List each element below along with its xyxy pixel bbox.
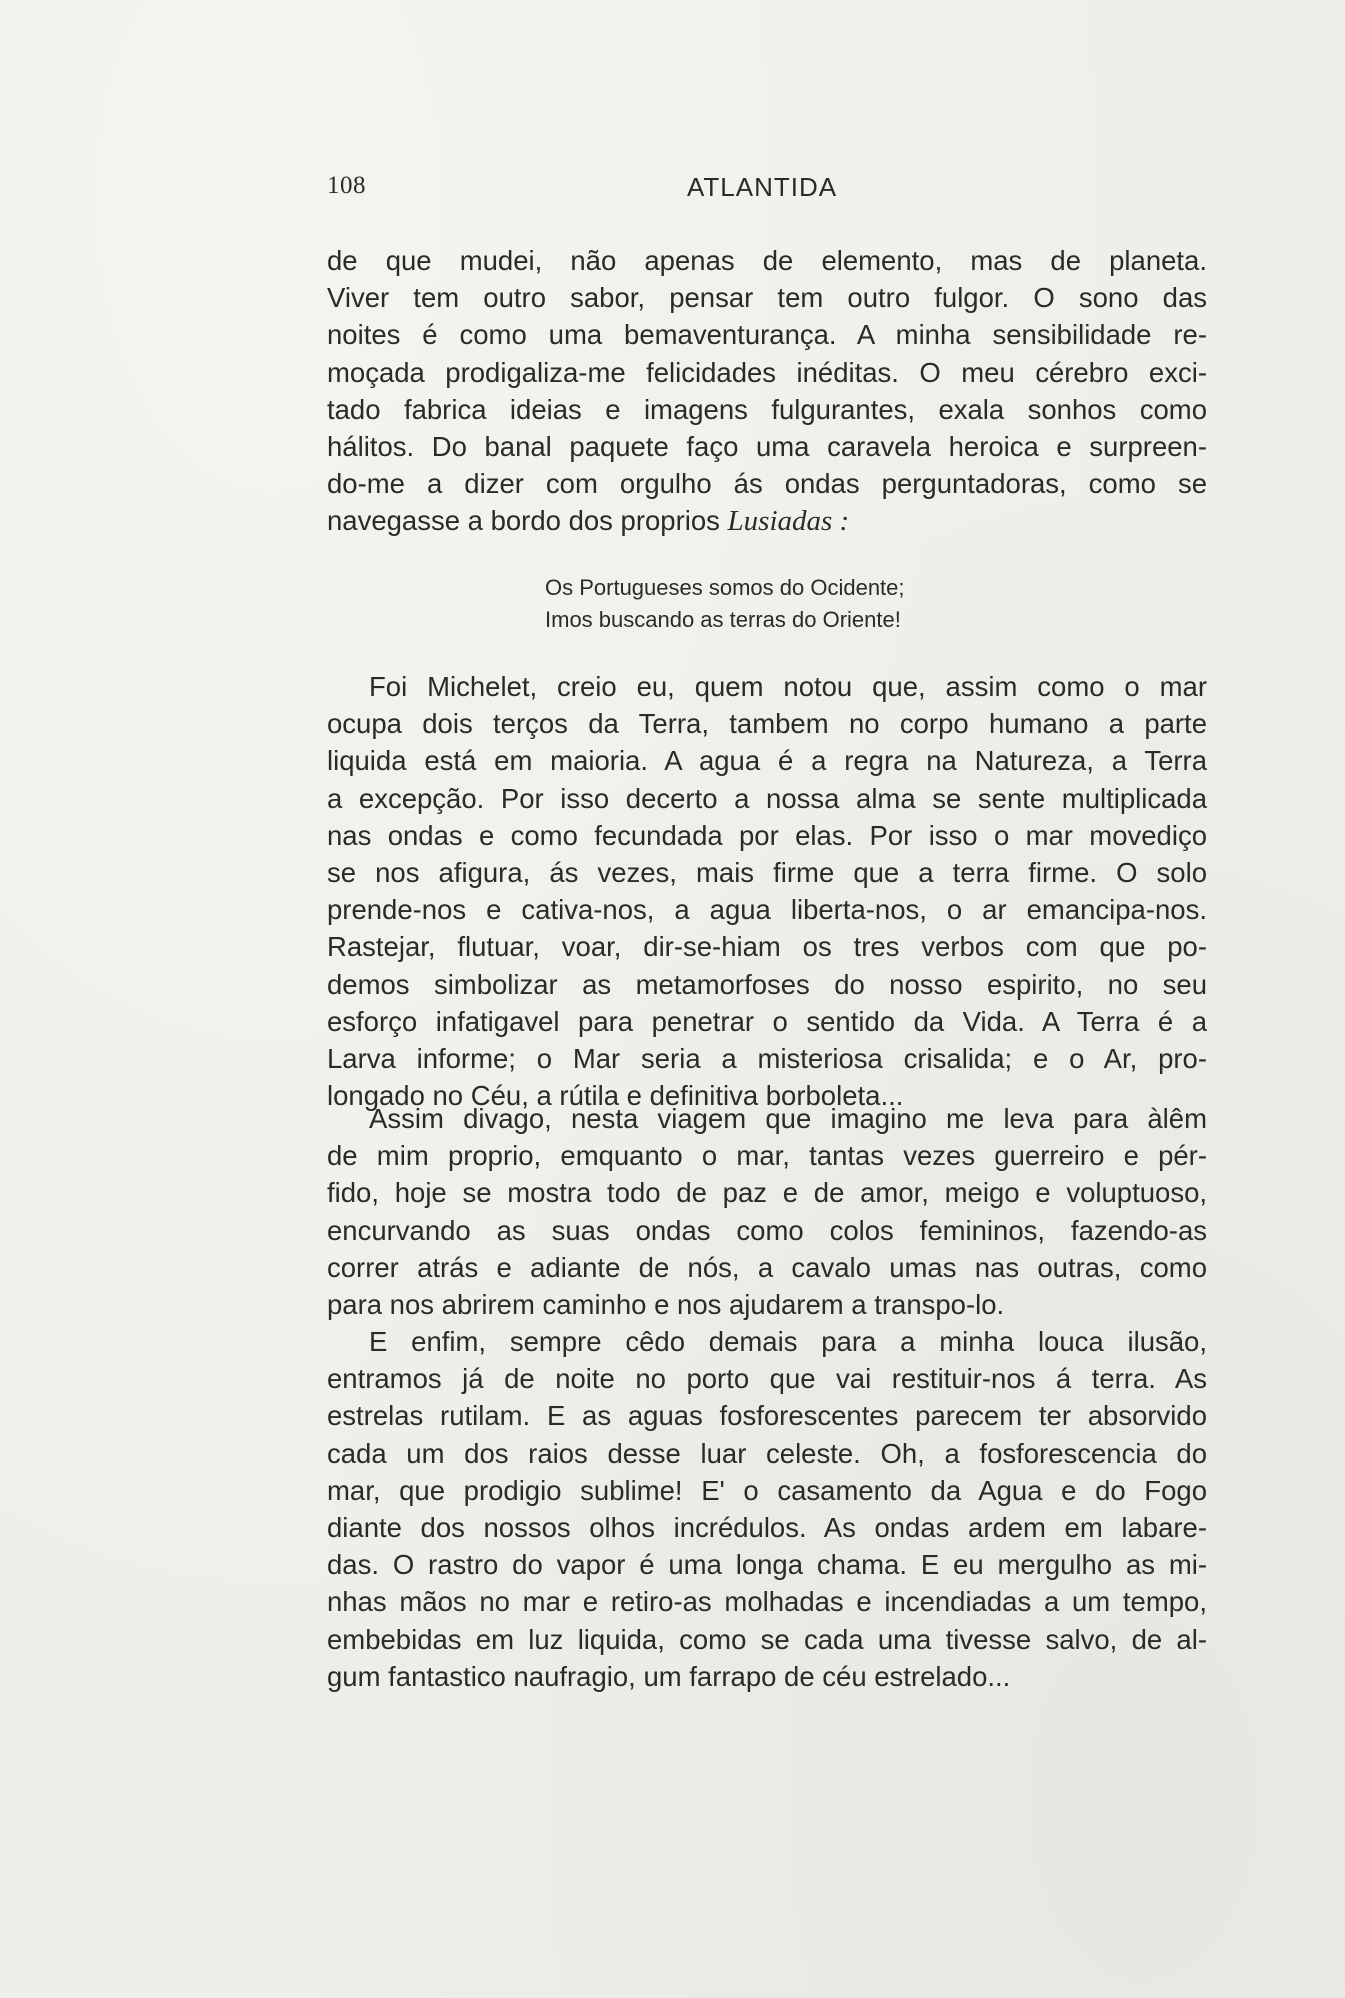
paragraph-3 <box>327 1100 1207 1323</box>
text-line: Foi Michelet, creio eu, quem notou que, assim como o mar <box>369 671 1207 702</box>
text-line: longado no Céu, a rútila e definitiva borboleta... <box>327 1080 904 1112</box>
text-line: Viver tem outro sabor, pensar tem outro fulgor. O sono das <box>327 282 1207 314</box>
text-line: estrelas rutilam. E as aguas fosforescentes parecem ter absorvido <box>327 1400 1207 1432</box>
verse-quote <box>545 572 905 636</box>
verse-line: Imos buscando as terras do Oriente! <box>545 607 901 632</box>
text-line: do-me a dizer com orgulho ás ondas perguntadoras, como se <box>327 468 1207 500</box>
verse-line: Os Portugueses somos do Ocidente; <box>545 575 905 600</box>
text-line: para nos abrirem caminho e nos ajudarem a transpo-lo. <box>327 1288 1005 1320</box>
lusiadas-title: Lusiadas : <box>727 505 850 538</box>
text-line: esforço infatigavel para penetrar o sentido da Vida. A Terra é a <box>327 1005 1207 1037</box>
text-line: Assim divago, nesta viagem que imagino me leva para àlêm <box>369 1103 1207 1134</box>
text-line <box>327 502 1207 539</box>
text-line: gum fantastico naufragio, um farrapo de céu estrelado... <box>327 1660 1011 1692</box>
text-line: de que mudei, não apenas de elemento, mas de planeta. <box>327 245 1207 276</box>
text-line: mar, que prodigio sublime! E' o casamento da Agua e do Fogo <box>327 1474 1207 1506</box>
text-line: fido, hoje se mostra todo de paz e de amor, meigo e voluptuoso, <box>327 1177 1207 1209</box>
page-header <box>327 172 1207 204</box>
text-line: moçada prodigaliza-me felicidades inéditas. O meu cérebro exci- <box>327 356 1207 388</box>
text-line: noites é como uma bemaventurança. A minha sensibilidade re- <box>327 319 1207 351</box>
text-line: entramos já de noite no porto que vai restituir-nos á terra. As <box>327 1363 1207 1395</box>
paragraph-1 <box>327 242 1207 540</box>
text-line: Rastejar, flutuar, voar, dir-se-hiam os tres verbos com que po- <box>327 931 1207 963</box>
text-line: correr atrás e adiante de nós, a cavalo umas nas outras, como <box>327 1251 1207 1283</box>
text-line: prende-nos e cativa-nos, a agua liberta-nos, o ar emancipa-nos. <box>327 894 1207 926</box>
text-line: demos simbolizar as metamorfoses do nosso espirito, no seu <box>327 968 1207 1000</box>
text-line: nhas mãos no mar e retiro-as molhadas e incendiadas a um tempo, <box>327 1586 1207 1618</box>
paragraph-2 <box>327 668 1207 1114</box>
text-line-prefix: navegasse a bordo dos proprios <box>327 505 728 537</box>
text-line: liquida está em maioria. A agua é a regra na Natureza, a Terra <box>327 745 1207 777</box>
page-number: 108 <box>327 172 366 199</box>
text-line: ocupa dois terços da Terra, tambem no corpo humano a parte <box>327 708 1207 740</box>
running-title: ATLANTIDA <box>687 172 838 202</box>
text-line: se nos afigura, ás vezes, mais firme que a terra firme. O solo <box>327 856 1207 888</box>
text-line: de mim proprio, emquanto o mar, tantas vezes guerreiro e pér- <box>327 1140 1207 1172</box>
text-line: a excepção. Por isso decerto a nossa alma se sente multiplicada <box>327 782 1207 814</box>
text-line: nas ondas e como fecundada por elas. Por isso o mar movediço <box>327 819 1207 851</box>
text-line: E enfim, sempre cêdo demais para a minha louca ilusão, <box>369 1326 1207 1357</box>
paragraph-4 <box>327 1323 1207 1695</box>
text-line: Larva informe; o Mar seria a misteriosa crisalida; e o Ar, pro- <box>327 1042 1207 1074</box>
text-line: hálitos. Do banal paquete faço uma caravela heroica e surpreen- <box>327 430 1207 462</box>
text-line: encurvando as suas ondas como colos femininos, fazendo-as <box>327 1214 1207 1246</box>
text-line: embebidas em luz liquida, como se cada uma tivesse salvo, de al- <box>327 1623 1207 1655</box>
text-line: cada um dos raios desse luar celeste. Oh, a fosforescencia do <box>327 1437 1207 1469</box>
text-line: diante dos nossos olhos incrédulos. As ondas ardem em labare- <box>327 1511 1207 1543</box>
text-line: tado fabrica ideias e imagens fulgurantes, exala sonhos como <box>327 393 1207 425</box>
text-line: das. O rastro do vapor é uma longa chama. E eu mergulho as mi- <box>327 1549 1207 1581</box>
